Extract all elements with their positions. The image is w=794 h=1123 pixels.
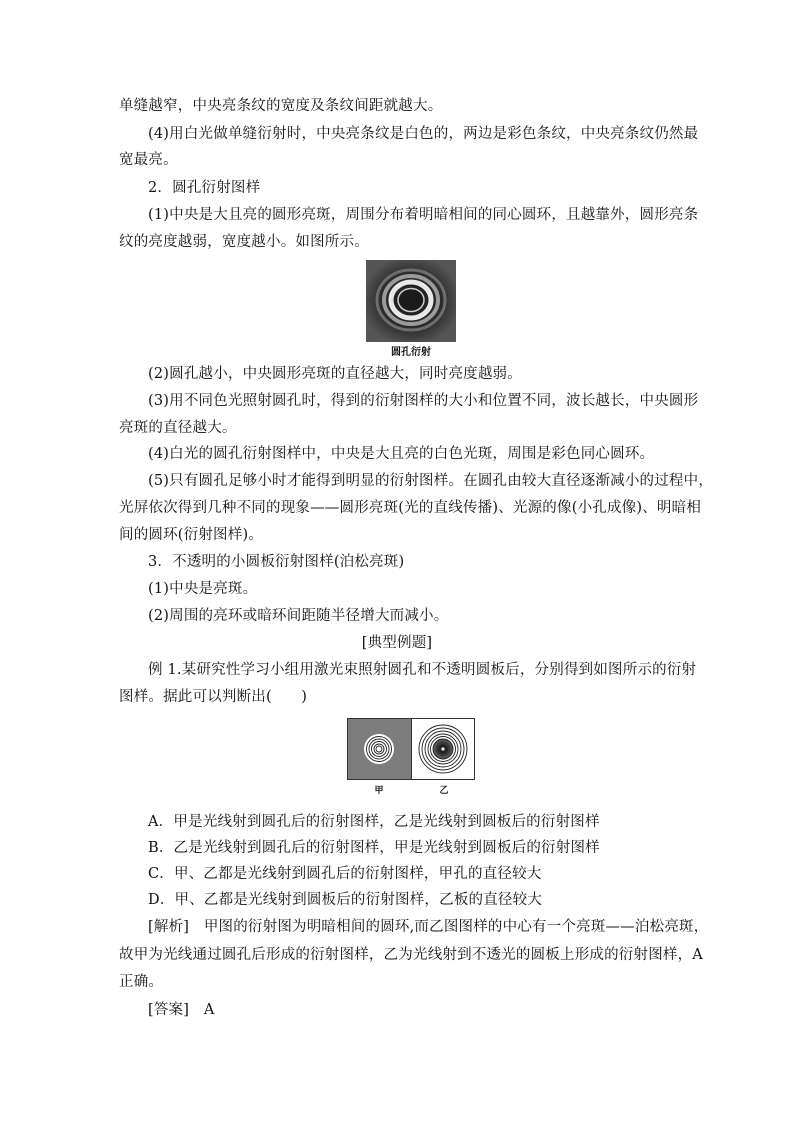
text-line: 亮斑的直径越大。 (119, 420, 237, 436)
option-a: A．甲是光线射到圆孔后的衍射图样，乙是光线射到圆板后的衍射图样 (148, 814, 600, 830)
aperture-diffraction-figure (366, 260, 456, 342)
text-line: 例 1.某研究性学习小组用激光束照射圆孔和不透明圆板后，分别得到如图所示的衍射 (148, 662, 697, 678)
section-heading: 3．不透明的小圆板衍射图样(泊松亮斑) (148, 554, 405, 570)
figure-caption-left: 甲 (374, 786, 384, 796)
text-line: (5)只有圆孔足够小时才能得到明显的衍射图样。在圆孔由较大直径逐渐减小的过程中， (148, 473, 714, 489)
text-line: (4)用白光做单缝衍射时，中央亮条纹是白色的，两边是彩色条纹，中央亮条纹仍然最 (148, 126, 699, 142)
section-heading: 2．圆孔衍射图样 (148, 180, 261, 196)
text-line: (1)中央是大且亮的圆形亮斑，周围分布着明暗相间的同心圆环，且越靠外，圆形亮条 (148, 207, 699, 223)
analysis-line: 正确。 (119, 974, 164, 990)
aperture-diffraction-image (366, 260, 456, 342)
text-line: 纹的亮度越弱，宽度越小。如图所示。 (119, 234, 369, 250)
text-line: (2)周围的亮环或暗环间距随半径增大而减小。 (148, 608, 449, 624)
text-line: (2)圆孔越小，中央圆形亮斑的直径越大，同时亮度越弱。 (148, 366, 522, 382)
answer-line: [答案] A (148, 1002, 215, 1018)
option-b: B．乙是光线射到圆孔后的衍射图样，甲是光线射到圆板后的衍射图样 (148, 840, 600, 856)
diffraction-comparison-image (347, 718, 475, 780)
text-line: 光屏依次得到几种不同的现象——圆形亮斑(光的直线传播)、光源的像(小孔成像)、明暗相 (119, 500, 702, 516)
section-title: [典型例题] (361, 635, 433, 651)
figure-caption-right: 乙 (439, 786, 449, 796)
analysis-line: [解析] 甲图的衍射图为明暗相间的圆环,而乙图图样的中心有一个亮斑——泊松亮斑， (148, 919, 709, 935)
text-line: (4)白光的圆孔衍射图样中，中央是大且亮的白色光斑，周围是彩色同心圆环。 (148, 446, 655, 462)
analysis-line: 故甲为光线通过圆孔后形成的衍射图样，乙为光线射到不透光的圆板上形成的衍射图样，A (119, 947, 703, 963)
option-d: D．甲、乙都是光线射到圆板后的衍射图样，乙板的直径较大 (148, 892, 543, 908)
option-c: C．甲、乙都是光线射到圆孔后的衍射图样，甲孔的直径较大 (148, 866, 542, 882)
diffraction-comparison-figure (347, 718, 475, 780)
text-line: (3)用不同色光照射圆孔时，得到的衍射图样的大小和位置不同，波长越长，中央圆形 (148, 393, 699, 409)
text-line: 单缝越窄，中央亮条纹的宽度及条纹间距就越大。 (119, 98, 443, 114)
text-line: 宽最亮。 (119, 152, 178, 168)
figure-caption: 圆孔衍射 (391, 347, 431, 358)
text-line: 间的圆环(衍射图样)。 (119, 527, 264, 543)
text-line: 图样。据此可以判断出( ) (119, 689, 308, 705)
text-line: (1)中央是亮斑。 (148, 581, 258, 597)
